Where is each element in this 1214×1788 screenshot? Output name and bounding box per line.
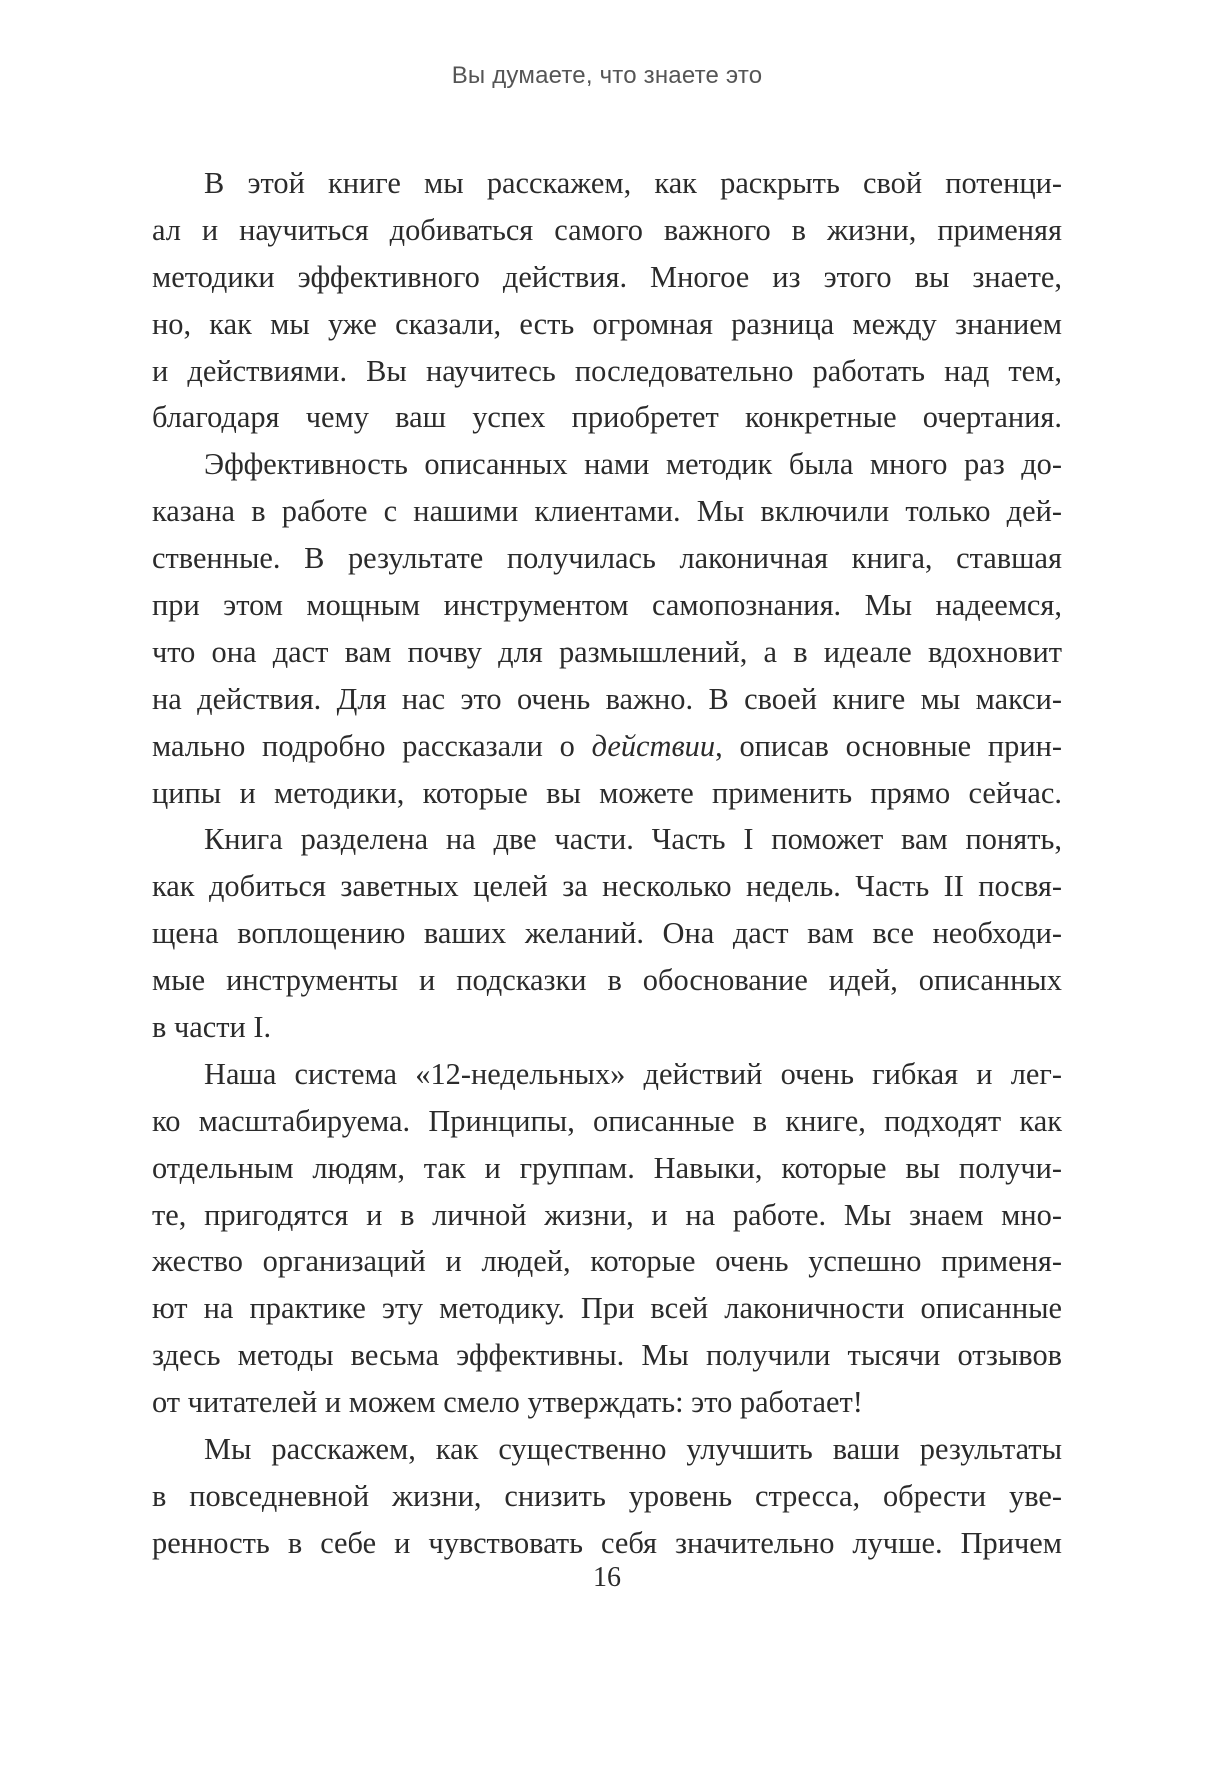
text-line: отдельным людям, так и группам. Навыки, которые вы получи- xyxy=(152,1150,1062,1185)
text-line: на действия. Для нас это очень важно. В своей книге мы макси- xyxy=(152,681,1062,716)
page-number: 16 xyxy=(593,1562,621,1593)
text-line: в части I. xyxy=(152,1010,272,1045)
text-line: как добиться заветных целей за несколько недель. Часть II посвя- xyxy=(152,869,1062,904)
text-line: но, как мы уже сказали, есть огромная разница между знанием xyxy=(152,306,1062,341)
text-line: здесь методы весьма эффективны. Мы получили тысячи отзывов xyxy=(152,1338,1062,1373)
text-line: методики эффективного действия. Многое из этого вы знаете, xyxy=(152,259,1062,294)
text-line: мые инструменты и подсказки в обоснование идей, описанных xyxy=(152,963,1062,998)
text-line: ципы и методики, которые вы можете применить прямо сейчас. xyxy=(152,775,1062,810)
text-line: в повседневной жизни, снизить уровень стресса, обрести уве- xyxy=(152,1478,1062,1513)
italic-word: действии xyxy=(591,728,716,763)
text-line: ют на практике эту методику. При всей лаконичности описанные xyxy=(152,1291,1062,1326)
text-segment: , описав основные прин- xyxy=(715,728,1062,763)
body-text xyxy=(152,160,1062,1567)
text-line: ренность в себе и чувствовать себя значительно лучше. Причем xyxy=(152,1525,1062,1560)
paragraph-5 xyxy=(152,1426,1062,1567)
text-line: жество организаций и людей, которые очень успешно применя- xyxy=(152,1244,1062,1279)
text-segment: мально подробно рассказали о xyxy=(152,728,592,763)
text-line: казана в работе с нашими клиентами. Мы включили только дей- xyxy=(152,494,1062,529)
text-line: Книга разделена на две части. Часть I поможет вам понять, xyxy=(204,822,1062,857)
text-line: от читателей и можем смело утверждать: это работает! xyxy=(152,1385,863,1420)
text-line: те, пригодятся и в личной жизни, и на работе. Мы знаем мно- xyxy=(152,1197,1062,1232)
paragraph-4 xyxy=(152,1051,1062,1426)
text-line: Эффективность описанных нами методик была много раз до- xyxy=(204,447,1062,482)
text-line: Мы расскажем, как существенно улучшить ваши результаты xyxy=(204,1432,1062,1467)
text-line: В этой книге мы расскажем, как раскрыть свой потенци- xyxy=(204,166,1062,200)
text-line: что она даст вам почву для размышлений, а в идеале вдохновит xyxy=(152,634,1062,669)
running-head: Вы думаете, что знаете это xyxy=(451,62,763,89)
paragraph-1 xyxy=(152,160,1062,441)
text-line: ственные. В результате получилась лаконичная книга, ставшая xyxy=(152,541,1062,576)
text-line: Наша система «12-недельных» действий очень гибкая и лег- xyxy=(204,1056,1062,1091)
text-line: ко масштабируема. Принципы, описанные в книге, подходят как xyxy=(152,1103,1062,1138)
paragraph-3 xyxy=(152,816,1062,1050)
text-line: и действиями. Вы научитесь последовательно работать над тем, xyxy=(152,353,1062,388)
text-line: щена воплощению ваших желаний. Она даст вам все необходи- xyxy=(152,916,1062,951)
paragraph-2 xyxy=(152,441,1062,816)
text-line: при этом мощным инструментом самопознания. Мы надеемся, xyxy=(152,588,1062,623)
text-line: благодаря чему ваш успех приобретет конкретные очертания. xyxy=(152,400,1062,435)
text-line: ал и научиться добиваться самого важного в жизни, применяя xyxy=(152,212,1062,247)
text-line-with-italic xyxy=(152,723,1062,770)
